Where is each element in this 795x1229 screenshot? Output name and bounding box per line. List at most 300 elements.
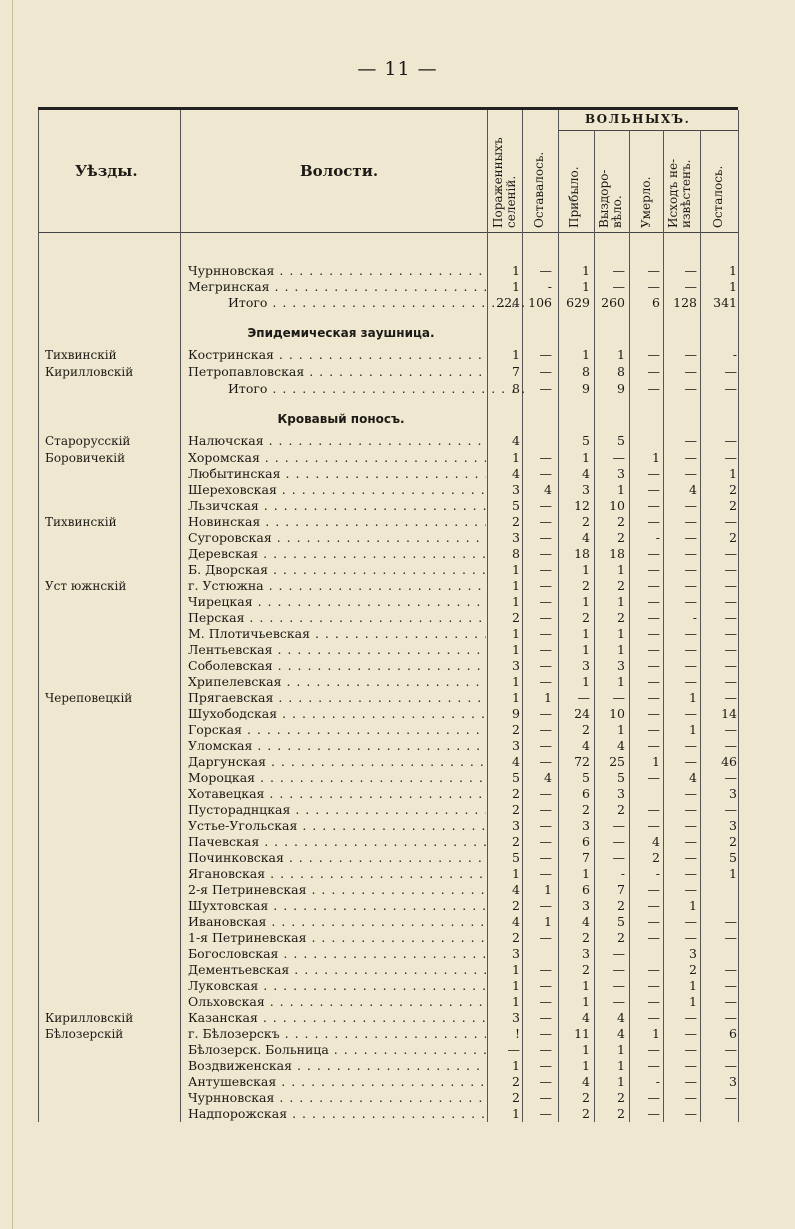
cell-value: 1: [617, 1074, 625, 1089]
cell-value: 3: [512, 482, 520, 497]
cell-value: 3: [689, 946, 697, 961]
volost-name: Лентьевская . . .: [188, 642, 486, 658]
volost-name: Итого . . .: [228, 381, 526, 397]
cell-value: 5: [582, 433, 590, 448]
cell-value: —: [647, 962, 660, 977]
header-uezdy: Уѣзды.: [75, 162, 138, 180]
volost-name: Устье-Угольская . . .: [188, 818, 486, 834]
cell-value: —: [539, 754, 552, 769]
cell-value: 2: [512, 802, 520, 817]
header-bottom-rule: [38, 232, 738, 233]
cell-value: 4: [512, 466, 520, 481]
cell-value: 2: [729, 498, 737, 513]
cell-value: 1: [582, 978, 590, 993]
cell-value: 3: [512, 738, 520, 753]
cell-value: 629: [566, 295, 590, 310]
cell-value: 106: [528, 295, 552, 310]
cell-value: —: [684, 802, 697, 817]
cell-value: —: [724, 1090, 737, 1105]
cell-value: —: [647, 482, 660, 497]
cell-value: !: [514, 1026, 520, 1041]
cell-value: —: [724, 381, 737, 396]
cell-value: —: [507, 1042, 520, 1057]
cell-value: —: [684, 866, 697, 881]
cell-value: 5: [512, 850, 520, 865]
cell-value: 2: [512, 786, 520, 801]
cell-value: 2: [729, 834, 737, 849]
cell-value: 1: [617, 674, 625, 689]
cell-value: —: [647, 263, 660, 278]
uezd-label: Тихвинскій: [45, 348, 117, 362]
section-ponos: Кровавый поносъ.: [277, 412, 405, 426]
cell-value: 4: [544, 770, 552, 785]
cell-value: 1: [652, 1026, 660, 1041]
cell-value: 3: [512, 1010, 520, 1025]
cell-value: 1: [689, 898, 697, 913]
table-row: [0, 738, 795, 754]
cell-value: —: [684, 1106, 697, 1121]
header-pribylo: Прибыло.: [567, 166, 581, 228]
cell-value: 1: [689, 978, 697, 993]
cell-value: —: [684, 1026, 697, 1041]
cell-value: —: [724, 978, 737, 993]
table-row: [0, 642, 795, 658]
cell-value: 8: [582, 364, 590, 379]
cell-value: 1: [512, 347, 520, 362]
cell-value: 1: [512, 450, 520, 465]
cell-value: —: [612, 962, 625, 977]
cell-value: —: [647, 1058, 660, 1073]
volost-name: Ягановская . . .: [188, 866, 486, 882]
cell-value: —: [724, 930, 737, 945]
cell-value: 128: [673, 295, 697, 310]
volost-name: Итого . . .: [228, 295, 526, 311]
cell-value: —: [684, 1010, 697, 1025]
cell-value: 10: [609, 706, 625, 721]
cell-value: —: [684, 930, 697, 945]
cell-value: —: [539, 1106, 552, 1121]
cell-value: —: [724, 914, 737, 929]
cell-value: 2: [582, 722, 590, 737]
cell-value: 8: [512, 381, 520, 396]
table-row: [0, 946, 795, 962]
cell-value: —: [539, 802, 552, 817]
cell-value: -: [655, 530, 660, 545]
cell-value: 3: [617, 786, 625, 801]
cell-value: —: [647, 642, 660, 657]
cell-value: —: [539, 1042, 552, 1057]
header-umerlo: Умерло.: [639, 176, 653, 228]
cell-value: 5: [512, 498, 520, 513]
cell-value: 9: [512, 706, 520, 721]
cell-value: —: [684, 658, 697, 673]
cell-value: —: [612, 850, 625, 865]
cell-value: 4: [512, 754, 520, 769]
volost-name: Б. Дворская . . .: [188, 562, 486, 578]
cell-value: —: [647, 514, 660, 529]
table-row: [0, 263, 795, 279]
cell-value: —: [724, 578, 737, 593]
cell-value: —: [577, 690, 590, 705]
cell-value: 1: [689, 690, 697, 705]
volost-name: г. Устюжна . . .: [188, 578, 486, 594]
cell-value: 2: [512, 1074, 520, 1089]
volost-name: 1-я Петриневская . . .: [188, 930, 486, 946]
volost-name: Шухободская . . .: [188, 706, 486, 722]
cell-value: —: [684, 364, 697, 379]
cell-value: —: [647, 562, 660, 577]
cell-value: —: [539, 722, 552, 737]
cell-value: 2: [582, 610, 590, 625]
cell-value: —: [539, 594, 552, 609]
cell-value: —: [539, 450, 552, 465]
cell-value: 3: [582, 818, 590, 833]
header-volosti: Волости.: [300, 162, 379, 180]
cell-value: 1: [582, 594, 590, 609]
table-row: [0, 364, 795, 380]
cell-value: —: [724, 770, 737, 785]
cell-value: —: [612, 946, 625, 961]
cell-value: 4: [544, 482, 552, 497]
cell-value: —: [724, 994, 737, 1009]
cell-value: —: [647, 594, 660, 609]
table-row: [0, 706, 795, 722]
cell-value: 4: [689, 482, 697, 497]
cell-value: —: [724, 610, 737, 625]
cell-value: —: [539, 1074, 552, 1089]
cell-value: —: [684, 1074, 697, 1089]
cell-value: 2: [512, 514, 520, 529]
cell-value: 7: [617, 882, 625, 897]
cell-value: —: [647, 690, 660, 705]
uezd-label: Череповецкій: [45, 691, 133, 705]
cell-value: 4: [512, 914, 520, 929]
volost-name: Пачевская . . .: [188, 834, 486, 850]
cell-value: —: [539, 381, 552, 396]
cell-value: 1: [689, 722, 697, 737]
volost-name: Льзичская . . .: [188, 498, 486, 514]
cell-value: —: [724, 738, 737, 753]
cell-value: 1: [689, 994, 697, 1009]
table-row: [0, 295, 795, 311]
cell-value: 6: [582, 786, 590, 801]
cell-value: 7: [582, 850, 590, 865]
volost-name: Ивановская . . .: [188, 914, 486, 930]
cell-value: 1: [617, 626, 625, 641]
volost-name: Деревская . . .: [188, 546, 486, 562]
cell-value: —: [539, 347, 552, 362]
cell-value: 2: [512, 610, 520, 625]
volost-name: Бѣлозерск. Больница . . .: [188, 1042, 486, 1058]
cell-value: 2: [617, 802, 625, 817]
cell-value: 1: [582, 1058, 590, 1073]
cell-value: —: [539, 263, 552, 278]
cell-value: 2: [582, 514, 590, 529]
table-row: [0, 1074, 795, 1090]
volost-name: Антушевская . . .: [188, 1074, 486, 1090]
cell-value: —: [684, 882, 697, 897]
cell-value: 14: [721, 706, 737, 721]
table-row: [0, 786, 795, 802]
cell-value: -: [655, 866, 660, 881]
table-row: [0, 674, 795, 690]
cell-value: —: [647, 722, 660, 737]
volost-name: Любытинская . . .: [188, 466, 486, 482]
cell-value: —: [647, 882, 660, 897]
cell-value: 2: [729, 482, 737, 497]
cell-value: 1: [512, 279, 520, 294]
cell-value: 1: [512, 866, 520, 881]
cell-value: 1: [652, 754, 660, 769]
cell-value: —: [684, 279, 697, 294]
volost-name: Горская . . .: [188, 722, 486, 738]
cell-value: 1: [512, 1106, 520, 1121]
cell-value: —: [684, 850, 697, 865]
cell-value: —: [724, 433, 737, 448]
table-row: [0, 914, 795, 930]
cell-value: 1: [544, 914, 552, 929]
cell-value: 2: [512, 834, 520, 849]
cell-value: —: [684, 706, 697, 721]
table-row: [0, 802, 795, 818]
cell-value: —: [684, 530, 697, 545]
cell-value: 4: [617, 738, 625, 753]
cell-value: 1: [582, 994, 590, 1009]
volost-name: Дементьевская . . .: [188, 962, 486, 978]
cell-value: 1: [582, 347, 590, 362]
cell-value: —: [647, 930, 660, 945]
cell-value: —: [539, 1058, 552, 1073]
cell-value: 8: [617, 364, 625, 379]
cell-value: —: [539, 786, 552, 801]
cell-value: —: [539, 834, 552, 849]
cell-value: —: [684, 818, 697, 833]
table-row: [0, 433, 795, 449]
cell-value: —: [724, 642, 737, 657]
uezd-label: Уст южнскій: [45, 579, 127, 593]
cell-value: 5: [617, 433, 625, 448]
cell-value: 72: [574, 754, 590, 769]
cell-value: 1: [512, 642, 520, 657]
cell-value: —: [647, 578, 660, 593]
cell-value: 4: [582, 1010, 590, 1025]
uezd-label: Тихвинскій: [45, 515, 117, 529]
cell-value: 2: [582, 578, 590, 593]
cell-value: —: [684, 1042, 697, 1057]
cell-value: —: [724, 1058, 737, 1073]
cell-value: 1: [729, 279, 737, 294]
volost-name: 2-я Петриневская . . .: [188, 882, 486, 898]
cell-value: —: [647, 364, 660, 379]
volost-name: Прягаевская . . .: [188, 690, 486, 706]
cell-value: 1: [512, 978, 520, 993]
cell-value: 3: [512, 658, 520, 673]
cell-value: —: [724, 1010, 737, 1025]
cell-value: 9: [617, 381, 625, 396]
cell-value: 1: [512, 690, 520, 705]
cell-value: —: [647, 498, 660, 513]
cell-value: 1: [512, 962, 520, 977]
table-row: [0, 466, 795, 482]
cell-value: —: [647, 610, 660, 625]
page-number: — 11 —: [357, 58, 438, 80]
cell-value: —: [539, 498, 552, 513]
cell-value: —: [684, 642, 697, 657]
cell-value: —: [539, 1026, 552, 1041]
volost-name: Костринская . . .: [188, 347, 486, 363]
cell-value: —: [647, 466, 660, 481]
cell-value: —: [647, 1106, 660, 1121]
volost-name: Шухтовская . . .: [188, 898, 486, 914]
cell-value: 2: [512, 1090, 520, 1105]
cell-value: 1: [617, 347, 625, 362]
table-row: [0, 930, 795, 946]
uezd-label: Кирилловскій: [45, 1011, 134, 1025]
table-row: [0, 610, 795, 626]
cell-value: 2: [582, 802, 590, 817]
cell-value: —: [612, 978, 625, 993]
cell-value: —: [647, 658, 660, 673]
cell-value: 7: [512, 364, 520, 379]
cell-value: 5: [512, 770, 520, 785]
cell-value: —: [647, 770, 660, 785]
table-row: [0, 514, 795, 530]
cell-value: 3: [617, 466, 625, 481]
volost-name: Луковская . . .: [188, 978, 486, 994]
cell-value: —: [724, 962, 737, 977]
cell-value: 5: [617, 770, 625, 785]
cell-value: 1: [582, 642, 590, 657]
cell-value: 3: [582, 482, 590, 497]
table-row: [0, 530, 795, 546]
cell-value: 1: [617, 722, 625, 737]
cell-value: 3: [512, 818, 520, 833]
cell-value: 12: [574, 498, 590, 513]
cell-value: 2: [729, 530, 737, 545]
cell-value: —: [724, 450, 737, 465]
cell-value: —: [539, 962, 552, 977]
volost-name: Ольховская . . .: [188, 994, 486, 1010]
volost-name: Пустораднцкая . . .: [188, 802, 486, 818]
cell-value: 1: [617, 642, 625, 657]
cell-value: —: [647, 914, 660, 929]
table-row: [0, 834, 795, 850]
cell-value: 3: [512, 946, 520, 961]
cell-value: —: [724, 364, 737, 379]
table-row: [0, 658, 795, 674]
cell-value: 2: [652, 850, 660, 865]
cell-value: —: [647, 546, 660, 561]
cell-value: —: [684, 626, 697, 641]
table-row: [0, 898, 795, 914]
cell-value: —: [539, 850, 552, 865]
table-row: [0, 1058, 795, 1074]
table-row: [0, 818, 795, 834]
cell-value: -: [692, 610, 697, 625]
cell-value: —: [647, 626, 660, 641]
uezd-label: Старорусскій: [45, 434, 131, 448]
cell-value: 2: [582, 930, 590, 945]
cell-value: —: [539, 930, 552, 945]
table-row: [0, 754, 795, 770]
uezd-label: Боровичекій: [45, 451, 126, 465]
table-row: [0, 1106, 795, 1122]
cell-value: —: [647, 674, 660, 689]
cell-value: 18: [609, 546, 625, 561]
table-row: [0, 994, 795, 1010]
cell-value: 1: [617, 594, 625, 609]
table-row: [0, 347, 795, 363]
cell-value: —: [612, 994, 625, 1009]
cell-value: —: [647, 706, 660, 721]
volost-name: Хотавецкая . . .: [188, 786, 486, 802]
cell-value: 2: [512, 930, 520, 945]
volost-name: Шереховская . . .: [188, 482, 486, 498]
cell-value: 1: [512, 594, 520, 609]
cell-value: —: [684, 433, 697, 448]
cell-value: 4: [582, 466, 590, 481]
cell-value: 4: [512, 433, 520, 448]
cell-value: 1: [512, 994, 520, 1009]
cell-value: —: [539, 626, 552, 641]
cell-value: 4: [652, 834, 660, 849]
cell-value: —: [684, 738, 697, 753]
cell-value: 3: [512, 530, 520, 545]
cell-value: 1: [512, 626, 520, 641]
cell-value: 1: [582, 626, 590, 641]
table-row: [0, 962, 795, 978]
header-porazhennyh: Пораженныхъ селеній.: [491, 137, 518, 228]
volost-name: Чурнновская . . .: [188, 263, 486, 279]
volost-name: Починковская . . .: [188, 850, 486, 866]
cell-value: 18: [574, 546, 590, 561]
cell-value: 1: [582, 866, 590, 881]
cell-value: —: [612, 450, 625, 465]
cell-value: —: [539, 466, 552, 481]
volost-name: Хрипелевская . . .: [188, 674, 486, 690]
cell-value: 3: [582, 898, 590, 913]
cell-value: —: [684, 594, 697, 609]
table-row: [0, 498, 795, 514]
cell-value: 2: [617, 578, 625, 593]
cell-value: —: [684, 562, 697, 577]
volost-name: Сугоровская . . .: [188, 530, 486, 546]
cell-value: —: [612, 834, 625, 849]
cell-value: —: [724, 658, 737, 673]
cell-value: —: [684, 834, 697, 849]
cell-value: 1: [512, 1058, 520, 1073]
table-row: [0, 850, 795, 866]
cell-value: 4: [582, 1074, 590, 1089]
cell-value: —: [684, 786, 697, 801]
cell-value: —: [724, 514, 737, 529]
cell-value: —: [539, 1010, 552, 1025]
header-vyzdorovelo: Выздоро-вѣло.: [597, 169, 624, 228]
cell-value: —: [647, 802, 660, 817]
table-row: [0, 546, 795, 562]
table-row: [0, 626, 795, 642]
cell-value: —: [539, 866, 552, 881]
table-row: [0, 1090, 795, 1106]
volost-name: Воздвиженская . . .: [188, 1058, 486, 1074]
cell-value: 2: [617, 610, 625, 625]
cell-value: —: [647, 994, 660, 1009]
cell-value: 2: [582, 962, 590, 977]
cell-value: —: [647, 347, 660, 362]
cell-value: 11: [574, 1026, 590, 1041]
cell-value: —: [684, 498, 697, 513]
header-ostalos: Осталось.: [711, 165, 725, 228]
